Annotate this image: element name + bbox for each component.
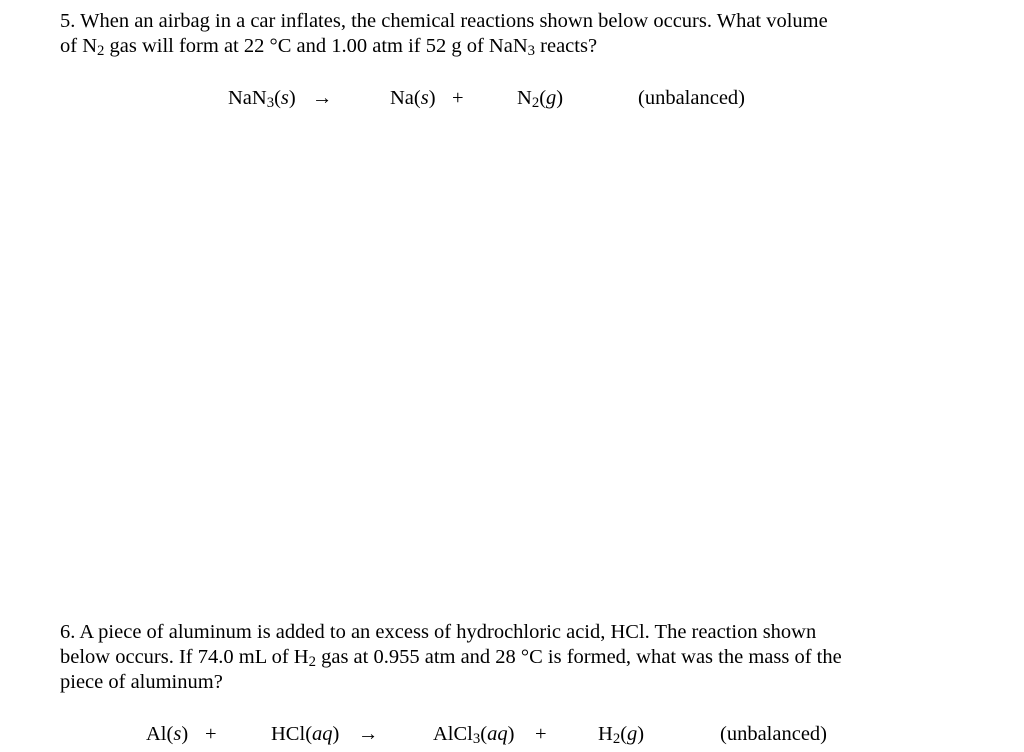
question-6-line-3: piece of aluminum?	[60, 671, 223, 693]
question-5	[60, 9, 940, 59]
question-6-number: 6.	[60, 621, 76, 643]
state: s	[420, 87, 429, 109]
question-6-text-line-1: A piece of aluminum is added to an excess of hydrochloric acid, HCl. The reaction shown	[79, 621, 817, 643]
question-5-text-part: gas will form at 22 °C and 1.00 atm if 52 g of NaN	[104, 35, 528, 57]
state: g	[546, 87, 557, 109]
formula: Al	[146, 723, 167, 745]
reaction-arrow: →	[312, 87, 333, 109]
question-5-line-1	[60, 9, 940, 34]
subscript: 2	[612, 731, 621, 748]
state: s	[280, 87, 289, 109]
reactant-nan3: NaN$_3$(s)	[228, 87, 296, 112]
subscript: 2	[531, 95, 540, 112]
formula: N	[517, 87, 532, 109]
formula: NaN	[228, 87, 267, 109]
unbalanced-note: (unbalanced)	[638, 87, 745, 109]
subscript: 2	[308, 654, 316, 671]
question-5-text-line-1: When an airbag in a car inflates, the chemical reactions shown below occurs. What volume	[80, 10, 828, 32]
question-6-line-1	[60, 620, 940, 645]
question-6	[60, 620, 940, 695]
reactant-al: Al(s)	[146, 723, 189, 745]
formula: Na	[390, 87, 414, 109]
subscript: 3	[266, 95, 275, 112]
product-n2: $N_2(g)$	[517, 87, 564, 112]
reactant-hcl: HCl(aq)	[271, 723, 340, 745]
question-5-number: 5.	[60, 10, 76, 32]
subscript: 2	[97, 43, 105, 60]
state: g	[627, 723, 638, 745]
question-6-text-part: gas at 0.955 atm and 28 °C is formed, what was the mass of the	[315, 646, 842, 668]
unbalanced-note: (unbalanced)	[720, 723, 827, 745]
product-alcl3: AlCl$_3$(aq)	[433, 723, 515, 748]
subscript: 3	[472, 731, 481, 748]
plus-sign: +	[205, 723, 217, 745]
question-5-line-2	[60, 34, 940, 59]
plus-sign: +	[452, 87, 464, 109]
reaction-arrow: →	[358, 723, 379, 745]
plus-sign: +	[535, 723, 547, 745]
formula: AlCl	[433, 723, 473, 745]
state: aq	[312, 723, 333, 745]
question-5-text-part: reacts?	[535, 35, 598, 57]
state: s	[173, 723, 182, 745]
question-6-line-2	[60, 645, 940, 670]
state: aq	[487, 723, 508, 745]
question-6-text-part: below occurs. If 74.0 mL of H	[60, 646, 309, 668]
formula: H	[598, 723, 613, 745]
formula: HCl	[271, 723, 306, 745]
subscript: 3	[527, 43, 536, 60]
product-h2: $H_2(g)$	[598, 723, 645, 748]
question-5-text-part: of N	[60, 35, 98, 57]
product-na: Na(s)	[390, 87, 436, 109]
